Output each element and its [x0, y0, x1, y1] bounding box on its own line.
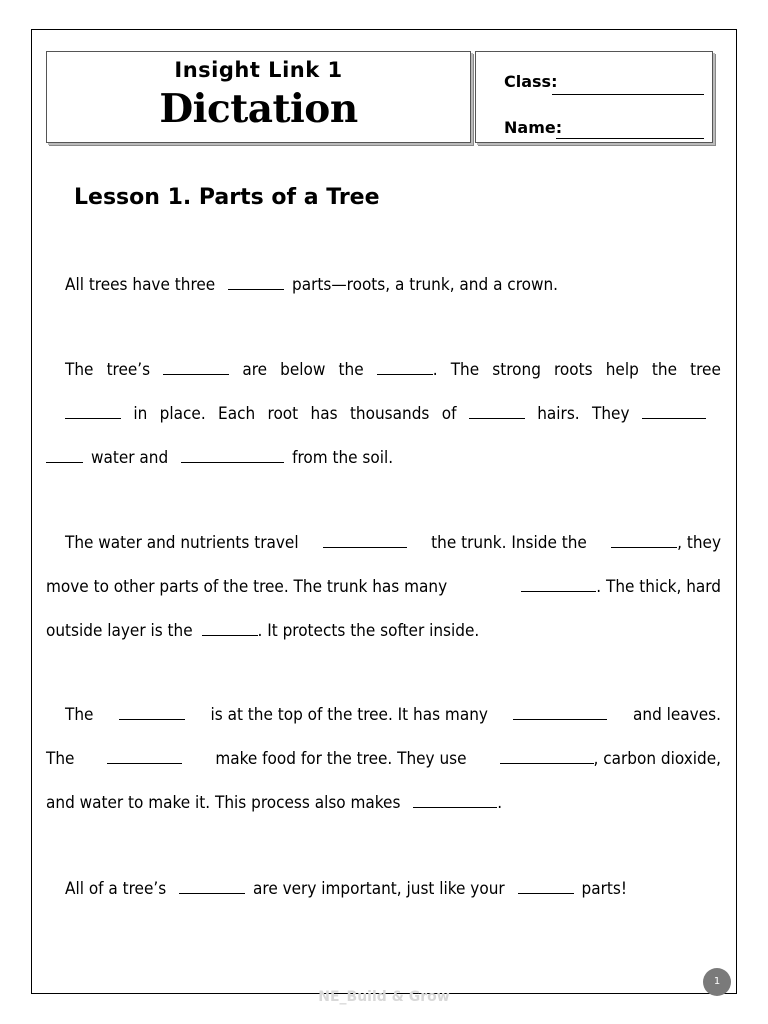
- answer-blank[interactable]: [163, 360, 229, 375]
- page-number-badge: 1: [703, 968, 731, 996]
- paragraph-1-line-1: [46, 275, 721, 295]
- text: strong: [492, 360, 541, 380]
- answer-blank[interactable]: [469, 404, 525, 419]
- text: Each: [218, 404, 256, 424]
- text: tree’s: [106, 360, 151, 380]
- text: water and: [91, 448, 169, 468]
- paragraph-4-line-2: [46, 749, 721, 769]
- worksheet-title: Dictation: [159, 86, 358, 132]
- text: , they: [677, 533, 721, 553]
- answer-blank[interactable]: [611, 533, 677, 548]
- class-label: Class:: [504, 72, 558, 91]
- text: has: [310, 404, 338, 424]
- paragraph-4-line-3: [46, 793, 721, 813]
- text: outside layer is the: [46, 621, 193, 641]
- text: The: [65, 360, 94, 380]
- text: of: [441, 404, 457, 424]
- text: root: [267, 404, 299, 424]
- text: tree: [690, 360, 721, 380]
- answer-blank[interactable]: [181, 448, 284, 463]
- text: move to other parts of the tree. The trunk has many: [46, 577, 448, 597]
- text: The water and nutrients travel: [65, 533, 299, 553]
- text: parts—roots, a trunk, and a crown.: [292, 275, 559, 295]
- text: thousands: [349, 404, 430, 424]
- text: The: [65, 705, 94, 725]
- text: hairs.: [537, 404, 580, 424]
- text: the: [338, 360, 364, 380]
- answer-blank[interactable]: [642, 404, 706, 419]
- text: The: [450, 360, 480, 380]
- footer-watermark: NE_Build & Grow: [318, 989, 450, 1005]
- paragraph-2-line-2: [46, 404, 721, 424]
- answer-blank[interactable]: [202, 621, 258, 636]
- paragraph-3-line-2: [46, 577, 721, 597]
- text: All of a tree’s: [65, 879, 167, 899]
- paragraph-4-line-1: [46, 705, 721, 725]
- class-field[interactable]: [552, 94, 704, 95]
- answer-blank[interactable]: [500, 749, 594, 764]
- lesson-title: Lesson 1. Parts of a Tree: [74, 185, 380, 210]
- answer-blank[interactable]: [107, 749, 182, 764]
- name-field[interactable]: [556, 138, 704, 139]
- text: are: [242, 360, 268, 380]
- paragraph-3-line-3: [46, 621, 721, 641]
- text: roots: [554, 360, 593, 380]
- answer-blank[interactable]: [46, 448, 83, 463]
- text: the: [651, 360, 678, 380]
- text: All trees have three: [65, 275, 216, 295]
- name-label: Name:: [504, 118, 563, 137]
- text: the trunk. Inside the: [431, 533, 587, 553]
- text: place.: [159, 404, 206, 424]
- text: below: [280, 360, 326, 380]
- answer-blank[interactable]: [413, 793, 497, 808]
- answer-blank[interactable]: [323, 533, 407, 548]
- text: help: [605, 360, 639, 380]
- text: The: [46, 749, 75, 769]
- answer-blank[interactable]: [377, 360, 433, 375]
- text: is at the top of the tree. It has many: [210, 705, 488, 725]
- paragraph-2-line-1: [46, 360, 721, 380]
- text: and water to make it. This process also makes: [46, 793, 401, 813]
- answer-blank[interactable]: [513, 705, 607, 720]
- text: make food for the tree. They use: [215, 749, 467, 769]
- answer-blank[interactable]: [228, 275, 284, 290]
- text: .: [432, 360, 438, 380]
- text: , carbon dioxide,: [593, 749, 721, 769]
- text: are very important, just like your: [253, 879, 505, 899]
- text: in: [133, 404, 148, 424]
- text: They: [592, 404, 630, 424]
- answer-blank[interactable]: [119, 705, 185, 720]
- worksheet-subtitle: Insight Link 1: [174, 58, 343, 82]
- text: from the soil.: [292, 448, 394, 468]
- text: and leaves.: [633, 705, 721, 725]
- page-frame: [31, 29, 737, 994]
- answer-blank[interactable]: [521, 577, 596, 592]
- text: . The thick, hard: [596, 577, 721, 597]
- student-info-box: [475, 51, 713, 143]
- text: parts!: [581, 879, 628, 899]
- title-box: [46, 51, 471, 143]
- answer-blank[interactable]: [179, 879, 245, 894]
- text: . It protects the softer inside.: [257, 621, 480, 641]
- paragraph-2-line-3: [46, 448, 721, 468]
- paragraph-3-line-1: [46, 533, 721, 553]
- answer-blank[interactable]: [65, 404, 121, 419]
- text: .: [497, 793, 503, 813]
- answer-blank[interactable]: [518, 879, 574, 894]
- paragraph-5-line-1: [46, 879, 721, 899]
